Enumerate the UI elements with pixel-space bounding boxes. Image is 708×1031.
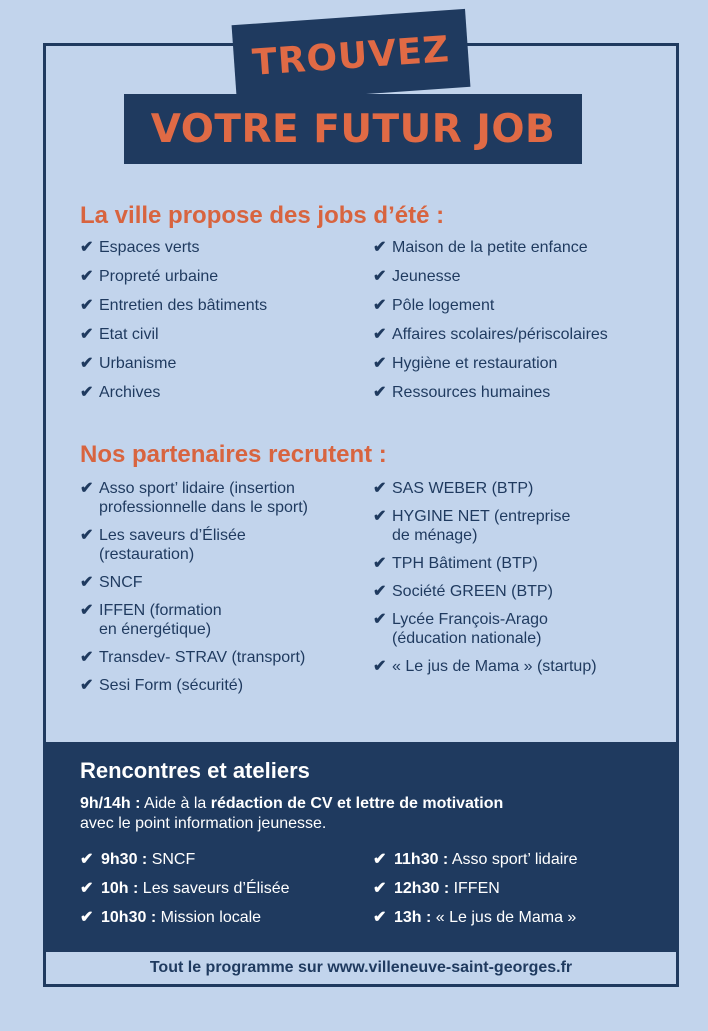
list-item: ✔ Asso sport’ lidaire (insertion professionnelle dans le sport) xyxy=(80,480,309,516)
schedule-item: ✔ 13h : « Le jus de Mama » xyxy=(373,909,577,926)
title-line1: TROUVEZ xyxy=(250,28,452,84)
schedule-item: ✔ 10h : Les saveurs d’Élisée xyxy=(80,880,290,897)
check-icon: ✔ xyxy=(373,480,387,497)
check-icon: ✔ xyxy=(80,677,94,694)
list-item: ✔ Etat civil xyxy=(80,326,159,343)
list-item: ✔ « Le jus de Mama » (startup) xyxy=(373,658,597,675)
check-icon: ✔ xyxy=(373,583,387,600)
list-item: ✔ SNCF xyxy=(80,574,143,591)
check-icon: ✔ xyxy=(373,355,387,372)
check-icon: ✔ xyxy=(80,268,94,285)
partners-list-right xyxy=(373,479,597,685)
jobs-list-right xyxy=(373,238,608,412)
check-icon: ✔ xyxy=(80,480,94,497)
list-item: ✔ Les saveurs d’Élisée (restauration) xyxy=(80,527,246,563)
list-item: ✔ Pôle logement xyxy=(373,297,495,314)
check-icon: ✔ xyxy=(80,527,94,544)
check-icon: ✔ xyxy=(80,851,94,868)
events-panel xyxy=(43,742,679,987)
schedule-item: ✔ 11h30 : Asso sport’ lidaire xyxy=(373,851,578,868)
title-line2: VOTRE FUTUR JOB xyxy=(150,106,556,152)
check-icon: ✔ xyxy=(373,384,387,401)
list-item: ✔ Maison de la petite enfance xyxy=(373,239,588,256)
check-icon: ✔ xyxy=(373,297,387,314)
list-item: ✔ HYGINE NET (entreprise de ménage) xyxy=(373,508,571,544)
list-item: ✔ Espaces verts xyxy=(80,239,200,256)
jobs-list-left xyxy=(80,238,267,412)
check-icon: ✔ xyxy=(373,658,387,675)
title-banner-top xyxy=(232,9,471,103)
check-icon: ✔ xyxy=(373,268,387,285)
events-intro: 9h/14h : Aide à la rédaction de CV et lettre de motivation avec le point information jeunesse. xyxy=(80,795,504,832)
events-heading: Rencontres et ateliers xyxy=(80,758,310,783)
check-icon: ✔ xyxy=(80,649,94,666)
schedule-item: ✔ 9h30 : SNCF xyxy=(80,851,196,868)
list-item: ✔ Sesi Form (sécurité) xyxy=(80,677,244,694)
list-item: ✔ Propreté urbaine xyxy=(80,268,219,285)
check-icon: ✔ xyxy=(80,355,94,372)
schedule-left xyxy=(80,850,290,937)
list-item: ✔ Transdev- STRAV (transport) xyxy=(80,649,306,666)
list-item: ✔ SAS WEBER (BTP) xyxy=(373,480,534,497)
list-item: ✔ Affaires scolaires/périscolaires xyxy=(373,326,608,343)
schedule-item: ✔ 12h30 : IFFEN xyxy=(373,880,500,897)
check-icon: ✔ xyxy=(80,326,94,343)
list-item: ✔ Hygiène et restauration xyxy=(373,355,558,372)
list-item: ✔ TPH Bâtiment (BTP) xyxy=(373,555,538,572)
check-icon: ✔ xyxy=(80,239,94,256)
list-item: ✔ Archives xyxy=(80,384,161,401)
check-icon: ✔ xyxy=(373,909,387,926)
jobs-heading: La ville propose des jobs d’été : xyxy=(80,202,445,229)
list-item: ✔ Jeunesse xyxy=(373,268,461,285)
list-item: ✔ Ressources humaines xyxy=(373,384,551,401)
list-item: ✔ IFFEN (formation en énergétique) xyxy=(80,602,222,638)
partners-list-left xyxy=(80,479,308,704)
check-icon: ✔ xyxy=(80,297,94,314)
check-icon: ✔ xyxy=(80,602,94,619)
list-item: ✔ Lycée François-Arago (éducation nationale) xyxy=(373,611,548,647)
check-icon: ✔ xyxy=(373,326,387,343)
check-icon: ✔ xyxy=(80,880,94,897)
title-banner-main xyxy=(124,94,582,164)
check-icon: ✔ xyxy=(80,909,94,926)
check-icon: ✔ xyxy=(373,611,387,628)
footer-program-link[interactable]: Tout le programme sur www.villeneuve-saint-georges.fr xyxy=(43,952,679,987)
schedule-right xyxy=(373,850,578,937)
schedule-item: ✔ 10h30 : Mission locale xyxy=(80,909,262,926)
check-icon: ✔ xyxy=(373,239,387,256)
check-icon: ✔ xyxy=(373,508,387,525)
check-icon: ✔ xyxy=(80,384,94,401)
check-icon: ✔ xyxy=(373,555,387,572)
list-item: ✔ Société GREEN (BTP) xyxy=(373,583,553,600)
check-icon: ✔ xyxy=(80,574,94,591)
list-item: ✔ Entretien des bâtiments xyxy=(80,297,268,314)
partners-heading: Nos partenaires recrutent : xyxy=(80,441,387,468)
check-icon: ✔ xyxy=(373,880,387,897)
list-item: ✔ Urbanisme xyxy=(80,355,177,372)
check-icon: ✔ xyxy=(373,851,387,868)
